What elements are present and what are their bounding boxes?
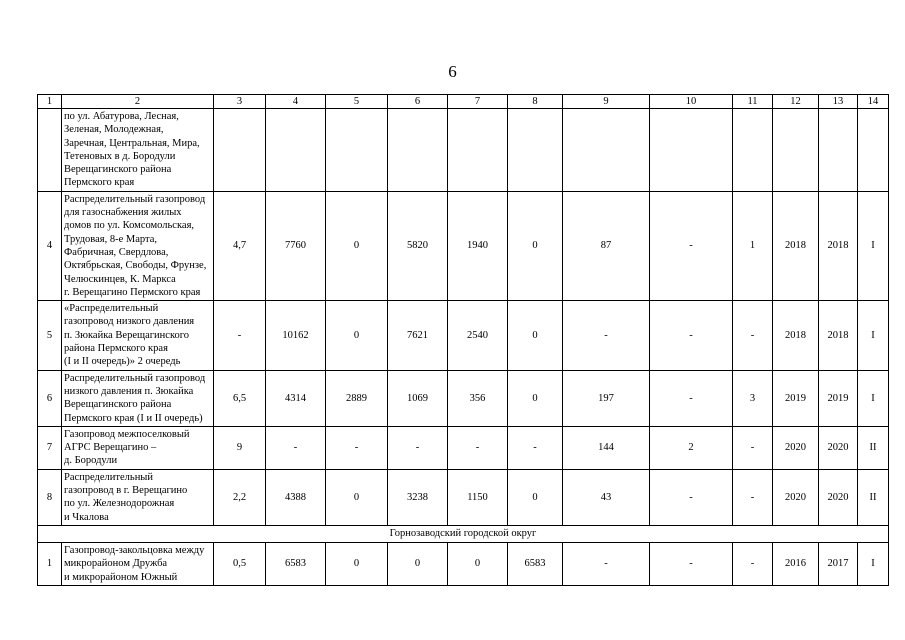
object-name-line: газопровод низкого давления: [64, 316, 195, 328]
value-cell-col-5: 0: [326, 191, 388, 300]
value-cell-col-11: -: [733, 542, 773, 585]
value-cell-col-10: -: [650, 370, 733, 426]
object-name-cell: [62, 301, 214, 370]
value-cell-col-3: 4,7: [214, 191, 266, 300]
object-name-line: Газопровод межпоселковый: [64, 428, 190, 440]
object-name-line: «Распределительный: [64, 303, 159, 315]
object-name-cell: [62, 191, 214, 300]
value-cell-col-11: 3: [733, 370, 773, 426]
value-cell-col-12: 2020: [773, 426, 819, 469]
value-cell-col-8: 6583: [508, 542, 563, 585]
object-name-line: Верещагинского района: [64, 164, 172, 176]
value-cell-col-8: -: [508, 426, 563, 469]
page-number: 6: [448, 62, 457, 81]
value-cell-col-4: -: [266, 426, 326, 469]
value-cell-col-6: 3238: [388, 469, 448, 525]
object-name-line: Газопровод-закольцовка между: [64, 544, 205, 556]
value-cell-col-6: 1069: [388, 370, 448, 426]
row-number-cell: 5: [38, 301, 62, 370]
value-cell-col-10: -: [650, 301, 733, 370]
value-cell-col-14: [858, 109, 889, 192]
section-row: [38, 525, 889, 542]
value-cell-col-3: -: [214, 301, 266, 370]
object-name-line: АГРС Верещагино –: [64, 442, 157, 454]
object-name-line: микрорайоном Дружба: [64, 558, 168, 570]
value-cell-col-7: 1150: [448, 469, 508, 525]
value-cell-col-12: 2018: [773, 301, 819, 370]
object-name-line: Пермского края (I и II очередь): [64, 412, 203, 424]
value-cell-col-9: [563, 109, 650, 192]
object-name-cell: [62, 542, 214, 585]
object-name-cell: [62, 426, 214, 469]
value-cell-col-3: 6,5: [214, 370, 266, 426]
value-cell-col-14: II: [858, 426, 889, 469]
value-cell-col-4: 10162: [266, 301, 326, 370]
value-cell-col-11: [733, 109, 773, 192]
value-cell-col-14: I: [858, 301, 889, 370]
value-cell-col-13: 2018: [819, 191, 858, 300]
value-cell-col-7: 356: [448, 370, 508, 426]
header-cell: 14: [858, 95, 889, 109]
value-cell-col-12: 2019: [773, 370, 819, 426]
object-name-line: газопровод в г. Верещагино: [64, 485, 188, 497]
object-name-line: района Пермского края: [64, 343, 168, 355]
value-cell-col-5: [326, 109, 388, 192]
object-name-line: Тетеновых в д. Бородули: [64, 150, 176, 162]
value-cell-col-5: 0: [326, 301, 388, 370]
value-cell-col-6: [388, 109, 448, 192]
value-cell-col-4: 6583: [266, 542, 326, 585]
value-cell-col-14: I: [858, 191, 889, 300]
value-cell-col-7: 1940: [448, 191, 508, 300]
value-cell-col-7: -: [448, 426, 508, 469]
value-cell-col-13: 2020: [819, 426, 858, 469]
value-cell-col-13: 2017: [819, 542, 858, 585]
object-name-line: Зеленая, Молодежная,: [64, 124, 164, 136]
object-name-line: Челюскинцев, К. Маркса: [64, 273, 176, 285]
value-cell-col-4: 4388: [266, 469, 326, 525]
object-name-line: Распределительный газопровод: [64, 193, 206, 205]
object-name-line: домов по ул. Комсомольская,: [64, 220, 195, 232]
value-cell-col-10: 2: [650, 426, 733, 469]
object-name-line: Верещагинского района: [64, 399, 172, 411]
table-row: [38, 370, 889, 426]
value-cell-col-13: 2020: [819, 469, 858, 525]
value-cell-col-5: 0: [326, 542, 388, 585]
table-row: [38, 109, 889, 192]
object-name-cell: [62, 109, 214, 192]
value-cell-col-10: -: [650, 542, 733, 585]
value-cell-col-13: 2019: [819, 370, 858, 426]
value-cell-col-11: -: [733, 469, 773, 525]
value-cell-col-9: 144: [563, 426, 650, 469]
value-cell-col-10: -: [650, 469, 733, 525]
value-cell-col-14: II: [858, 469, 889, 525]
header-cell: 1: [38, 95, 62, 109]
header-row: [38, 95, 889, 109]
object-name-line: д. Бородули: [64, 455, 118, 467]
object-name-line: по ул. Абатурова, Лесная,: [64, 111, 179, 122]
value-cell-col-4: [266, 109, 326, 192]
value-cell-col-3: 9: [214, 426, 266, 469]
value-cell-col-3: 2,2: [214, 469, 266, 525]
object-name-line: Пермского края: [64, 177, 135, 189]
row-number-cell: 4: [38, 191, 62, 300]
header-cell: 12: [773, 95, 819, 109]
table-row: [38, 542, 889, 585]
header-cell: 7: [448, 95, 508, 109]
header-cell: 6: [388, 95, 448, 109]
value-cell-col-6: 5820: [388, 191, 448, 300]
row-number-cell: [38, 109, 62, 192]
header-cell: 9: [563, 95, 650, 109]
row-number-cell: 6: [38, 370, 62, 426]
value-cell-col-12: 2020: [773, 469, 819, 525]
value-cell-col-5: -: [326, 426, 388, 469]
object-name-line: (I и II очередь)» 2 очередь: [64, 356, 181, 368]
value-cell-col-8: [508, 109, 563, 192]
object-name-line: по ул. Железнодорожная: [64, 498, 175, 510]
value-cell-col-3: [214, 109, 266, 192]
object-name-line: низкого давления п. Зюкайка: [64, 385, 194, 397]
value-cell-col-14: I: [858, 542, 889, 585]
value-cell-col-10: -: [650, 191, 733, 300]
value-cell-col-8: 0: [508, 370, 563, 426]
row-number-cell: 1: [38, 542, 62, 585]
row-number-cell: 7: [38, 426, 62, 469]
object-name-line: Распределительный газопровод: [64, 372, 206, 384]
row-number-cell: 8: [38, 469, 62, 525]
table-row: [38, 469, 889, 525]
value-cell-col-7: [448, 109, 508, 192]
value-cell-col-12: [773, 109, 819, 192]
header-cell: 3: [214, 95, 266, 109]
value-cell-col-12: 2018: [773, 191, 819, 300]
table-row: [38, 301, 889, 370]
value-cell-col-8: 0: [508, 191, 563, 300]
value-cell-col-3: 0,5: [214, 542, 266, 585]
value-cell-col-11: -: [733, 426, 773, 469]
value-cell-col-9: -: [563, 542, 650, 585]
object-name-cell: [62, 370, 214, 426]
object-name-line: и Чкалова: [64, 511, 109, 523]
value-cell-col-4: 7760: [266, 191, 326, 300]
header-cell: 8: [508, 95, 563, 109]
header-cell: 5: [326, 95, 388, 109]
value-cell-col-13: 2018: [819, 301, 858, 370]
object-name-line: Трудовая, 8-е Марта,: [64, 233, 158, 245]
object-name-line: г. Верещагино Пермского края: [64, 286, 201, 298]
object-name-line: Фабричная, Свердлова,: [64, 246, 169, 258]
object-name-line: и микрорайоном Южный: [64, 571, 178, 583]
object-name-line: Октябрьская, Свободы, Фрунзе,: [64, 260, 207, 272]
value-cell-col-11: 1: [733, 191, 773, 300]
value-cell-col-9: 197: [563, 370, 650, 426]
section-title: Горнозаводский городской округ: [38, 525, 889, 542]
header-cell: 10: [650, 95, 733, 109]
value-cell-col-7: 0: [448, 542, 508, 585]
value-cell-col-5: 0: [326, 469, 388, 525]
value-cell-col-7: 2540: [448, 301, 508, 370]
value-cell-col-8: 0: [508, 301, 563, 370]
value-cell-col-9: 87: [563, 191, 650, 300]
object-name-line: для газоснабжения жилых: [64, 207, 182, 219]
value-cell-col-12: 2016: [773, 542, 819, 585]
value-cell-col-5: 2889: [326, 370, 388, 426]
value-cell-col-6: 7621: [388, 301, 448, 370]
value-cell-col-10: [650, 109, 733, 192]
object-name-line: п. Зюкайка Верещагинского: [64, 329, 190, 341]
gas-pipeline-table: [37, 94, 889, 586]
header-cell: 2: [62, 95, 214, 109]
value-cell-col-11: -: [733, 301, 773, 370]
header-cell: 11: [733, 95, 773, 109]
header-cell: 4: [266, 95, 326, 109]
value-cell-col-6: 0: [388, 542, 448, 585]
value-cell-col-13: [819, 109, 858, 192]
value-cell-col-4: 4314: [266, 370, 326, 426]
header-cell: 13: [819, 95, 858, 109]
value-cell-col-6: -: [388, 426, 448, 469]
value-cell-col-9: -: [563, 301, 650, 370]
value-cell-col-14: I: [858, 370, 889, 426]
table-row: [38, 191, 889, 300]
table-row: [38, 426, 889, 469]
value-cell-col-9: 43: [563, 469, 650, 525]
object-name-cell: [62, 469, 214, 525]
object-name-line: Заречная, Центральная, Мира,: [64, 137, 200, 149]
object-name-line: Распределительный: [64, 471, 153, 483]
value-cell-col-8: 0: [508, 469, 563, 525]
